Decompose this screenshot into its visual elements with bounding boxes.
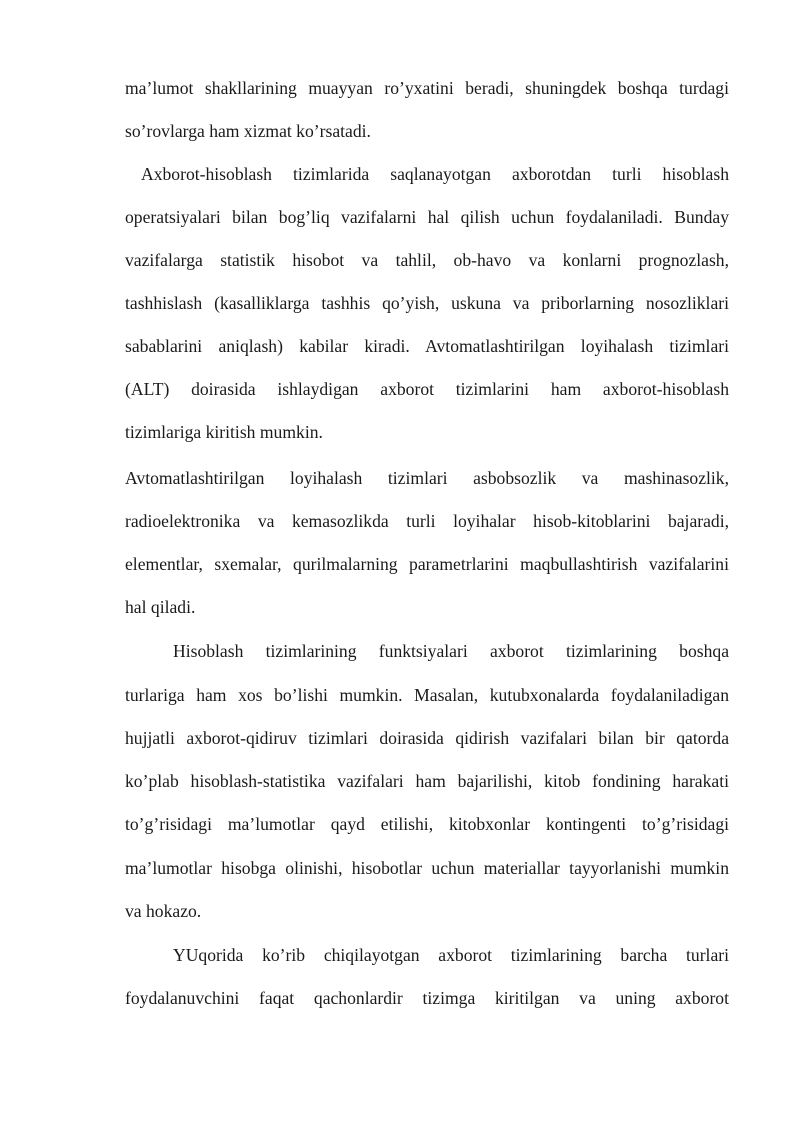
paragraph-2-line-5: sabablarini aniqlash) kabilar kiradi. Avtomatlashtirilgan loyihalash tizimlari: [125, 336, 729, 356]
paragraph-4-line-6: ma’lumotlar hisobga olinishi, hisobotlar uchun materiallar tayyorlanishi mumkin: [125, 858, 729, 878]
paragraph-2-line-6: (ALT) doirasida ishlaydigan axborot tizimlarini ham axborot-hisoblash: [125, 379, 729, 399]
paragraph-5-line-1: YUqorida ko’rib chiqilayotgan axborot tizimlarining barcha turlari: [173, 945, 729, 965]
paragraph-1-line-1: ma’lumot shakllarining muayyan ro’yxatini beradi, shuningdek boshqa turdagi: [125, 78, 729, 98]
paragraph-4-line-4: ko’plab hisoblash-statistika vazifalari ham bajarilishi, kitob fondining harakati: [125, 771, 729, 791]
paragraph-2-line-4: tashhislash (kasalliklarga tashhis qo’yish, uskuna va priborlarning nosozliklari: [125, 293, 729, 313]
paragraph-2-line-7: tizimlariga kiritish mumkin.: [125, 422, 323, 442]
paragraph-3-line-2: radioelektronika va kemasozlikda turli loyihalar hisob-kitoblarini bajaradi,: [125, 511, 729, 531]
paragraph-4-line-2: turlariga ham xos bo’lishi mumkin. Masalan, kutubxonalarda foydalaniladigan: [125, 685, 729, 705]
paragraph-4-line-7: va hokazo.: [125, 901, 202, 921]
paragraph-2-line-1: Axborot-hisoblash tizimlarida saqlanayotgan axborotdan turli hisoblash: [141, 164, 729, 184]
paragraph-1-line-2: so’rovlarga ham xizmat ko’rsatadi.: [125, 121, 371, 141]
paragraph-3-line-3: elementlar, sxemalar, qurilmalarning parametrlarini maqbullashtirish vazifalarini: [125, 554, 729, 574]
paragraph-4-line-3: hujjatli axborot-qidiruv tizimlari doirasida qidirish vazifalari bilan bir qatorda: [125, 728, 729, 748]
paragraph-4-line-5: to’g’risidagi ma’lumotlar qayd etilishi, kitobxonlar kontingenti to’g’risidagi: [125, 814, 729, 834]
paragraph-4-line-1: Hisoblash tizimlarining funktsiyalari axborot tizimlarining boshqa: [173, 641, 729, 661]
paragraph-5-line-2: foydalanuvchini faqat qachonlardir tizimga kiritilgan va uning axborot: [125, 988, 729, 1008]
paragraph-2-line-3: vazifalarga statistik hisobot va tahlil, ob-havo va konlarni prognozlash,: [125, 250, 729, 270]
paragraph-3-line-4: hal qiladi.: [125, 597, 196, 617]
paragraph-2-line-2: operatsiyalari bilan bog’liq vazifalarni hal qilish uchun foydalaniladi. Bunday: [125, 207, 729, 227]
paragraph-3-line-1: Avtomatlashtirilgan loyihalash tizimlari asbobsozlik va mashinasozlik,: [125, 468, 729, 488]
